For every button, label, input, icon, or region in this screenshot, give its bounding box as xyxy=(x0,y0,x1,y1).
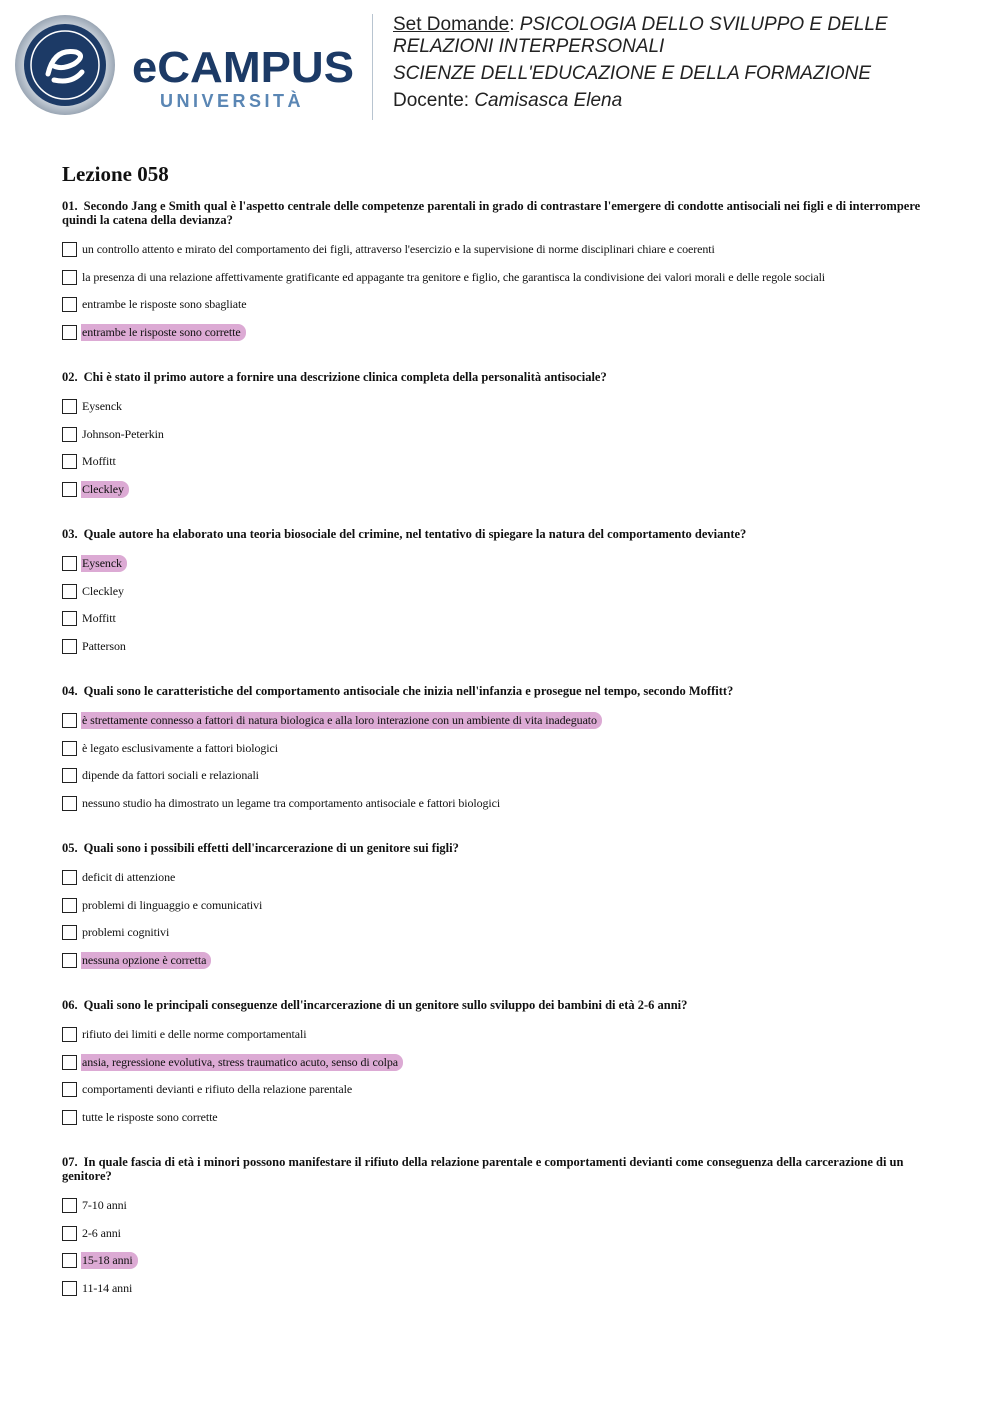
answer-label: la presenza di una relazione affettivamente gratificante ed appagante tra genitore e figlio, che garantisca la condivisione dei valori morali e delle regole sociali xyxy=(82,269,826,284)
answer-checkbox[interactable] xyxy=(62,556,77,571)
answer-option[interactable] xyxy=(62,864,942,892)
question-label: Quali sono le principali conseguenze dell'incarcerazione di un genitore sullo sviluppo dei bambini di età 2-6 anni? xyxy=(83,998,688,1012)
answer-label: Moffitt xyxy=(82,611,116,626)
question-text xyxy=(62,841,942,855)
question-label: Secondo Jang e Smith qual è l'aspetto centrale delle competenze parentali in grado di contrastare l'emergere di condotte antisociali nei figli e di interrompere quindi la catena della devianza? xyxy=(62,199,921,227)
answer-checkbox[interactable] xyxy=(62,454,77,469)
answer-label: tutte le risposte sono corrette xyxy=(82,1109,218,1124)
answer-label: un controllo attento e mirato del comportamento dei figli, attraverso l'esercizio e la supervisione di norme disciplinari chiare e coerenti xyxy=(82,242,715,257)
question-number: 01. xyxy=(62,199,78,213)
answer-checkbox[interactable] xyxy=(62,270,77,285)
question-number: 04. xyxy=(62,684,78,698)
question-text xyxy=(62,1155,942,1183)
set-title: PSICOLOGIA DELLO SVILUPPO E DELLE RELAZIONI INTERPERSONALI xyxy=(393,14,888,57)
answer-checkbox[interactable] xyxy=(62,297,77,312)
answer-option[interactable] xyxy=(62,319,942,347)
answer-checkbox[interactable] xyxy=(62,741,77,756)
answer-checkbox[interactable] xyxy=(62,1226,77,1241)
question-block xyxy=(62,1155,942,1302)
docente-line xyxy=(393,90,993,112)
answer-label: deficit di attenzione xyxy=(82,870,176,885)
answer-checkbox[interactable] xyxy=(62,925,77,940)
answer-checkbox[interactable] xyxy=(62,325,77,340)
answer-label: Eysenck xyxy=(82,399,122,414)
answer-checkbox[interactable] xyxy=(62,639,77,654)
answer-checkbox[interactable] xyxy=(62,1027,77,1042)
answer-checkbox[interactable] xyxy=(62,1253,77,1268)
answer-option[interactable] xyxy=(62,1076,942,1104)
question-number: 06. xyxy=(62,998,78,1012)
answer-label: dipende da fattori sociali e relazionali xyxy=(82,768,259,783)
answer-label: rifiuto dei limiti e delle norme comportamentali xyxy=(82,1027,307,1042)
question-number: 05. xyxy=(62,841,78,855)
question-block xyxy=(62,998,942,1131)
faculty-line xyxy=(393,63,993,85)
answer-option[interactable] xyxy=(62,578,942,606)
answer-checkbox[interactable] xyxy=(62,584,77,599)
question-label: Quale autore ha elaborato una teoria biosociale del crimine, nel tentativo di spiegare la natura del comportamento deviante? xyxy=(83,527,747,541)
answer-label-highlighted: Cleckley xyxy=(81,481,129,498)
lesson-title: Lezione 058 xyxy=(62,162,169,186)
question-block xyxy=(62,199,942,346)
answer-option[interactable] xyxy=(62,1021,942,1049)
answer-option[interactable] xyxy=(62,919,942,947)
question-block xyxy=(62,684,942,817)
answer-label-highlighted: Eysenck xyxy=(81,555,127,572)
answer-checkbox[interactable] xyxy=(62,796,77,811)
question-block xyxy=(62,527,942,660)
answer-checkbox[interactable] xyxy=(62,713,77,728)
answer-option[interactable] xyxy=(62,1192,942,1220)
question-text xyxy=(62,527,942,541)
question-number: 03. xyxy=(62,527,78,541)
answer-option[interactable] xyxy=(62,1104,942,1132)
faculty-name: SCIENZE DELL'EDUCAZIONE E DELLA FORMAZIONE xyxy=(393,63,872,84)
answer-label-highlighted: ansia, regressione evolutiva, stress traumatico acuto, senso di colpa xyxy=(81,1054,403,1071)
answer-checkbox[interactable] xyxy=(62,768,77,783)
answer-option[interactable] xyxy=(62,1049,942,1077)
answer-checkbox[interactable] xyxy=(62,242,77,257)
question-text xyxy=(62,684,942,698)
answer-checkbox[interactable] xyxy=(62,399,77,414)
question-number: 02. xyxy=(62,370,78,384)
answer-label: comportamenti devianti e rifiuto della relazione parentale xyxy=(82,1082,353,1097)
answer-label-highlighted: nessuna opzione è corretta xyxy=(81,952,211,969)
answer-option[interactable] xyxy=(62,707,942,735)
question-label: Quali sono i possibili effetti dell'incarcerazione di un genitore sui figli? xyxy=(83,841,459,855)
answer-option[interactable] xyxy=(62,790,942,818)
answer-option[interactable] xyxy=(62,1220,942,1248)
answer-option[interactable] xyxy=(62,1247,942,1275)
answer-option[interactable] xyxy=(62,735,942,763)
docente-name: Camisasca Elena xyxy=(474,90,623,111)
answer-checkbox[interactable] xyxy=(62,898,77,913)
svg-text:eCAMPUS: eCAMPUS xyxy=(132,43,354,92)
set-label: Set Domande xyxy=(393,14,510,35)
answer-option[interactable] xyxy=(62,236,942,264)
docente-label: Docente: xyxy=(393,90,470,111)
answer-option[interactable] xyxy=(62,291,942,319)
answer-label: nessuno studio ha dimostrato un legame tra comportamento antisociale e fattori biologici xyxy=(82,795,501,810)
answer-option[interactable] xyxy=(62,393,942,421)
answer-option[interactable] xyxy=(62,421,942,449)
answer-option[interactable] xyxy=(62,476,942,504)
question-block xyxy=(62,841,942,974)
question-label: In quale fascia di età i minori possono manifestare il rifiuto della relazione parentale e comportamenti devianti come conseguenza della carcerazione di un genitore? xyxy=(62,1155,904,1183)
svg-text:UNIVERSITÀ: UNIVERSITÀ xyxy=(160,91,305,111)
answer-option[interactable] xyxy=(62,605,942,633)
answer-label: Cleckley xyxy=(82,583,124,598)
answer-label: Johnson-Peterkin xyxy=(82,426,164,441)
answer-checkbox[interactable] xyxy=(62,953,77,968)
answer-label: problemi di linguaggio e comunicativi xyxy=(82,897,263,912)
answer-option[interactable] xyxy=(62,448,942,476)
answer-option[interactable] xyxy=(62,762,942,790)
header-divider xyxy=(372,14,373,120)
answer-option[interactable] xyxy=(62,550,942,578)
answer-label: problemi cognitivi xyxy=(82,925,170,940)
answer-option[interactable] xyxy=(62,947,942,975)
answer-label: Moffitt xyxy=(82,454,116,469)
answer-label-highlighted: è strettamente connesso a fattori di natura biologica e alla loro interazione con un ambiente di vita inadeguato xyxy=(81,712,602,729)
answer-label: entrambe le risposte sono sbagliate xyxy=(82,297,247,312)
answer-option[interactable] xyxy=(62,892,942,920)
course-info xyxy=(393,14,993,117)
question-block xyxy=(62,370,942,503)
answer-checkbox[interactable] xyxy=(62,482,77,497)
answer-checkbox[interactable] xyxy=(62,1198,77,1213)
answer-option[interactable] xyxy=(62,633,942,661)
question-text xyxy=(62,370,942,384)
answer-label: Patterson xyxy=(82,638,126,653)
answer-option[interactable] xyxy=(62,1275,942,1303)
answer-checkbox[interactable] xyxy=(62,1281,77,1296)
question-list xyxy=(62,162,942,1326)
question-text xyxy=(62,998,942,1012)
question-label: Quali sono le caratteristiche del comportamento antisociale che inizia nell'infanzia e prosegue nel tempo, secondo Moffitt? xyxy=(83,684,734,698)
page-header xyxy=(0,0,1000,130)
answer-checkbox[interactable] xyxy=(62,1082,77,1097)
answer-option[interactable] xyxy=(62,264,942,292)
ecampus-logo xyxy=(14,14,359,118)
answer-label-highlighted: 15-18 anni xyxy=(81,1252,138,1269)
answer-label: è legato esclusivamente a fattori biologici xyxy=(82,740,278,755)
answer-checkbox[interactable] xyxy=(62,611,77,626)
answer-label: 2-6 anni xyxy=(82,1225,121,1240)
answer-checkbox[interactable] xyxy=(62,1110,77,1125)
answer-checkbox[interactable] xyxy=(62,1055,77,1070)
answer-label: 11-14 anni xyxy=(82,1280,133,1295)
set-line: Set Domande: PSICOLOGIA DELLO SVILUPPO E DELLE RELAZIONI INTERPERSONALI xyxy=(393,14,888,57)
answer-checkbox[interactable] xyxy=(62,870,77,885)
answer-checkbox[interactable] xyxy=(62,427,77,442)
question-number: 07. xyxy=(62,1155,78,1169)
question-text xyxy=(62,199,942,227)
answer-label-highlighted: entrambe le risposte sono corrette xyxy=(81,324,246,341)
question-label: Chi è stato il primo autore a fornire una descrizione clinica completa della personalità antisociale? xyxy=(83,370,607,384)
answer-label: 7-10 anni xyxy=(82,1198,127,1213)
